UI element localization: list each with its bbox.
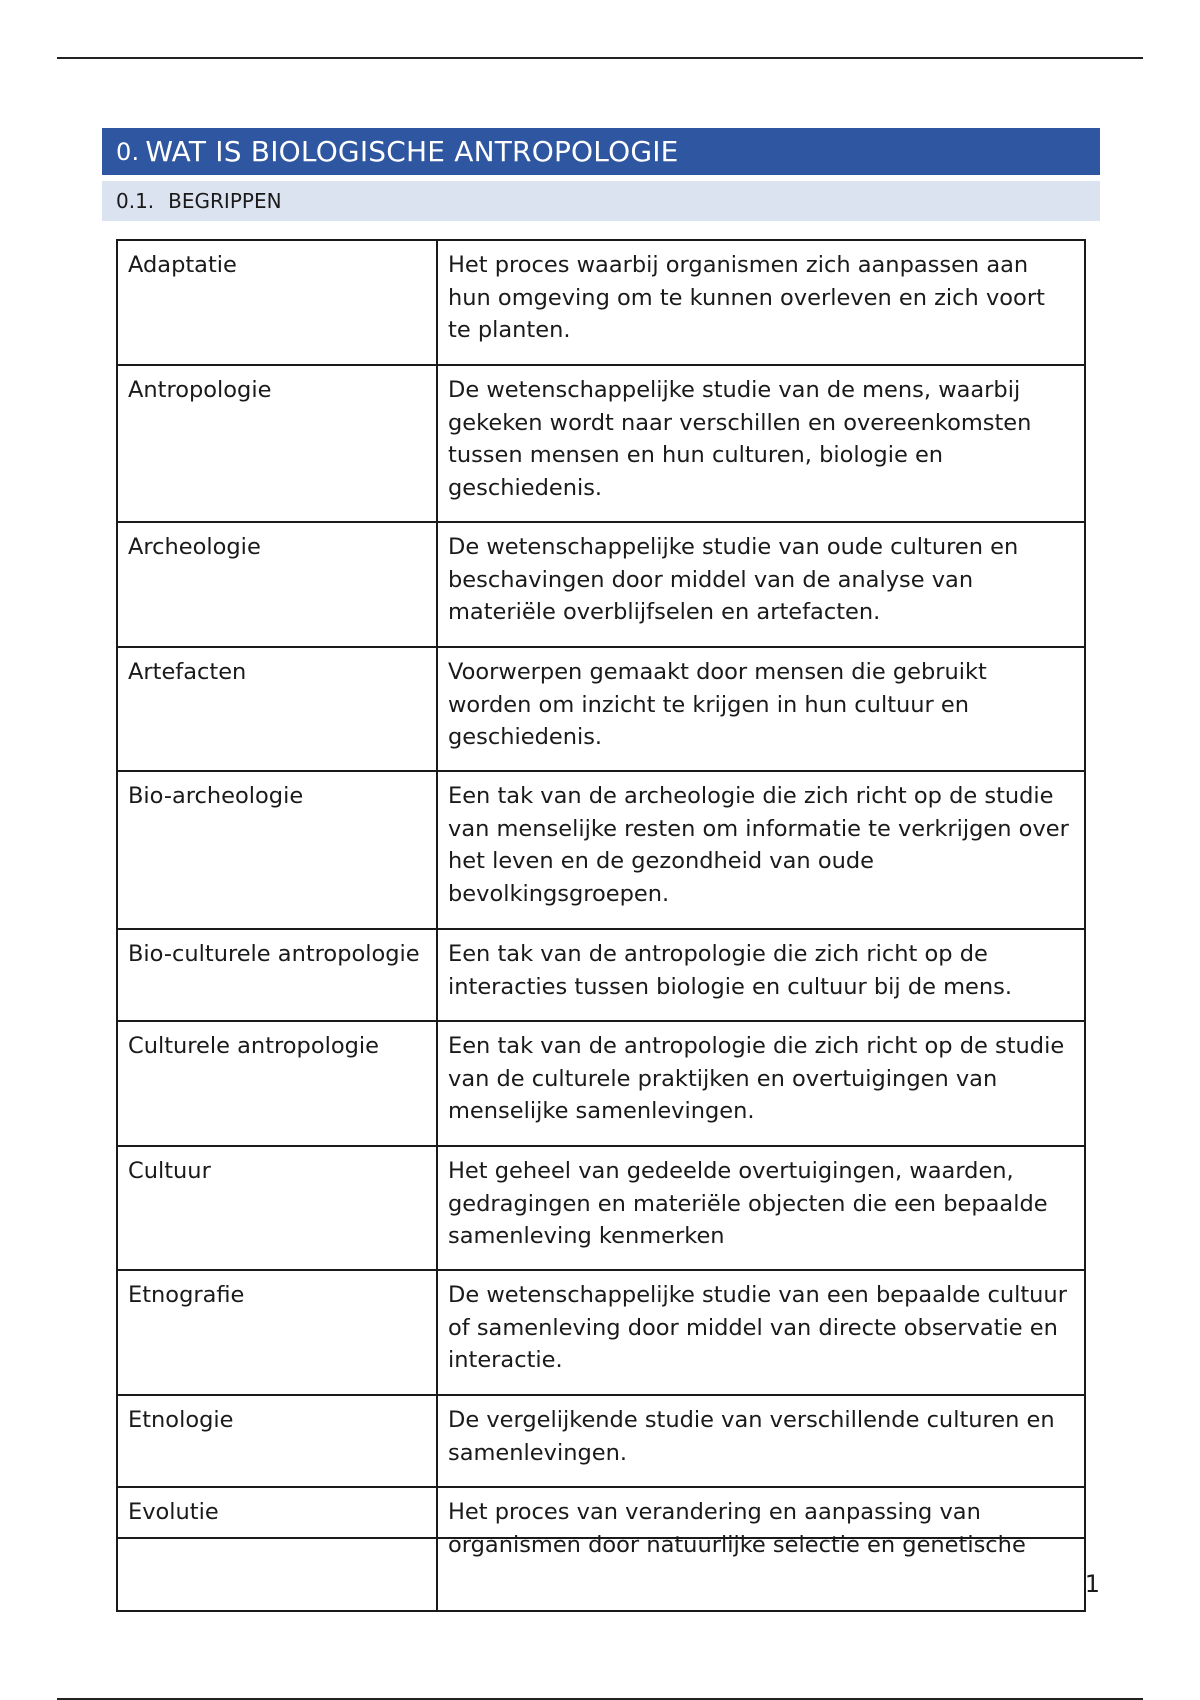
definition-cell: Het proces waarbij organismen zich aanpassen aan hun omgeving om te kunnen overleven en zich voort te planten. [437, 240, 1085, 365]
table-row [117, 1021, 1085, 1146]
table-row [117, 1270, 1085, 1395]
definition-cell: Het proces van verandering en aanpassing van organismen door natuurlijke selectie en genetische [437, 1487, 1085, 1611]
term-cell: Archeologie [117, 522, 437, 647]
term-cell: Evolutie [117, 1487, 437, 1611]
definition-cell: Voorwerpen gemaakt door mensen die gebruikt worden om inzicht te krijgen in hun cultuur en geschiedenis. [437, 647, 1085, 771]
chapter-number: 0. [116, 137, 140, 166]
section-title: BEGRIPPEN [168, 189, 282, 213]
term-cell: Antropologie [117, 365, 437, 522]
term-cell: Adaptatie [117, 240, 437, 365]
chapter-heading [102, 128, 1100, 175]
term-cell: Bio-culturele antropologie [117, 929, 437, 1021]
term-cell: Culturele antropologie [117, 1021, 437, 1146]
table-row [117, 240, 1085, 365]
glossary-table [116, 239, 1086, 1612]
definition-cell: De wetenschappelijke studie van de mens, waarbij gekeken wordt naar verschillen en overeenkomsten tussen mensen en hun culturen, biologie en geschiedenis. [437, 365, 1085, 522]
table-row [117, 771, 1085, 929]
definition-cell: De wetenschappelijke studie van een bepaalde cultuur of samenleving door middel van directe observatie en interactie. [437, 1270, 1085, 1395]
header-rule [57, 57, 1143, 59]
section-number: 0.1. [116, 189, 155, 213]
definition-cell: Een tak van de archeologie die zich richt op de studie van menselijke resten om informatie te verkrijgen over het leven en de gezondheid van oude bevolkingsgroepen. [437, 771, 1085, 929]
term-cell: Etnografie [117, 1270, 437, 1395]
chapter-title: WAT IS BIOLOGISCHE ANTROPOLOGIE [145, 135, 679, 168]
table-row [117, 1395, 1085, 1487]
table-row [117, 647, 1085, 771]
definition-cell: De wetenschappelijke studie van oude culturen en beschavingen door middel van de analyse van materiële overblijfselen en artefacten. [437, 522, 1085, 647]
table-row [117, 1487, 1085, 1611]
table-row [117, 365, 1085, 522]
page-number: 1 [1084, 1570, 1100, 1598]
term-cell: Cultuur [117, 1146, 437, 1270]
definition-cell: Een tak van de antropologie die zich richt op de studie van de culturele praktijken en overtuigingen van menselijke samenlevingen. [437, 1021, 1085, 1146]
definition-cell: Een tak van de antropologie die zich richt op de interacties tussen biologie en cultuur bij de mens. [437, 929, 1085, 1021]
term-cell: Bio-archeologie [117, 771, 437, 929]
table-row [117, 1146, 1085, 1270]
term-cell: Etnologie [117, 1395, 437, 1487]
glossary-table-container [116, 239, 1086, 1558]
section-heading [102, 181, 1100, 221]
definition-cell: Het geheel van gedeelde overtuigingen, waarden, gedragingen en materiële objecten die een bepaalde samenleving kenmerken [437, 1146, 1085, 1270]
definition-cell: De vergelijkende studie van verschillende culturen en samenlevingen. [437, 1395, 1085, 1487]
table-row [117, 929, 1085, 1021]
table-row [117, 522, 1085, 647]
term-cell: Artefacten [117, 647, 437, 771]
